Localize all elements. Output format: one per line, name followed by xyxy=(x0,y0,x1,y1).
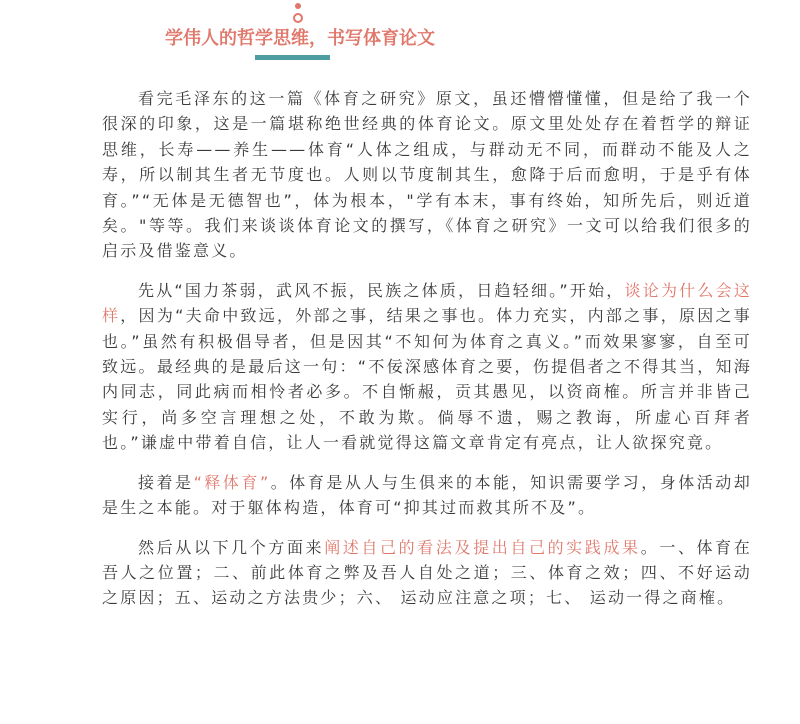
paragraph-text: 看完毛泽东的这一篇《体育之研究》原文，虽还懵懵懂懂，但是给了我一个很深的印象，这是一篇堪称绝世经典的体育论文。原文里处处存在着哲学的辩证思维，长寿——养生——体育“人体之组成，与群动无不同，而群动不能及人之寿，所以制其生者无节度也。人则以节度制其生，愈降于后而愈明，于是乎有体育。”“无体是无德智也”，体为根本，"学有本末，事有终始，知所先后，则近道矣。"等等。我们来谈谈体育论文的撰写，《体育之研究》一文可以给我们很多的启示及借鉴意义。 xyxy=(102,89,752,261)
article-header xyxy=(0,0,800,70)
paragraph-4 xyxy=(102,535,752,611)
paragraph-2 xyxy=(102,278,752,456)
paragraph-1 xyxy=(102,86,752,264)
highlight-text: 谈论为什么会这样 xyxy=(102,280,752,326)
dot-filled-icon xyxy=(295,3,301,9)
article-body xyxy=(102,86,752,625)
paragraph-text: 。一、体育在吾人之位置；二、前此体育之弊及吾人自处之道；三、体育之效；四、不好运动之原因；五、运动之方法贵少；六、 运动应注意之项；七、 运动一得之商榷。 xyxy=(102,537,752,608)
decorative-dots-icon xyxy=(292,3,304,25)
highlight-text: “释体育” xyxy=(193,472,271,492)
page-title: 学伟人的哲学思维，书写体育论文 xyxy=(165,28,435,49)
title-underline xyxy=(255,55,330,60)
paragraph-text: 先从“国力茶弱，武风不振，民族之体质，日趋轻细。”开始， xyxy=(138,280,625,300)
paragraph-text: ，因为“夫命中致远，外部之事，结果之事也。体力充实，内部之事，原因之事也。”虽然有积极倡导者，但是因其“不知何为体育之真义。”而效果寥寥，自至可致远。最经典的是最后这一句：“不佞深感体育之要，伤提倡者之不得其当，知海内同志，同此病而相怜者必多。不自惭赧，贡其愚见，以资商榷。所言并非皆己实行，尚多空言理想之处，不敢为欺。倘辱不遗，赐之教诲，所虚心百拜者也。”谦虚中带着自信，让人一看就觉得这篇文章肯定有亮点，让人欲探究竟。 xyxy=(102,306,752,453)
highlight-text: 阐述自己的看法及提出自己的实践成果 xyxy=(324,537,641,557)
paragraph-text: 接着是 xyxy=(138,472,194,492)
paragraph-text: 然后从以下几个方面来 xyxy=(138,537,325,557)
dot-ring-icon xyxy=(293,13,303,23)
paragraph-text: 。体育是从人与生俱来的本能，知识需要学习，身体活动却是生之本能。对于躯体构造，体育可“抑其过而救其所不及”。 xyxy=(102,472,753,518)
paragraph-3 xyxy=(102,470,752,521)
